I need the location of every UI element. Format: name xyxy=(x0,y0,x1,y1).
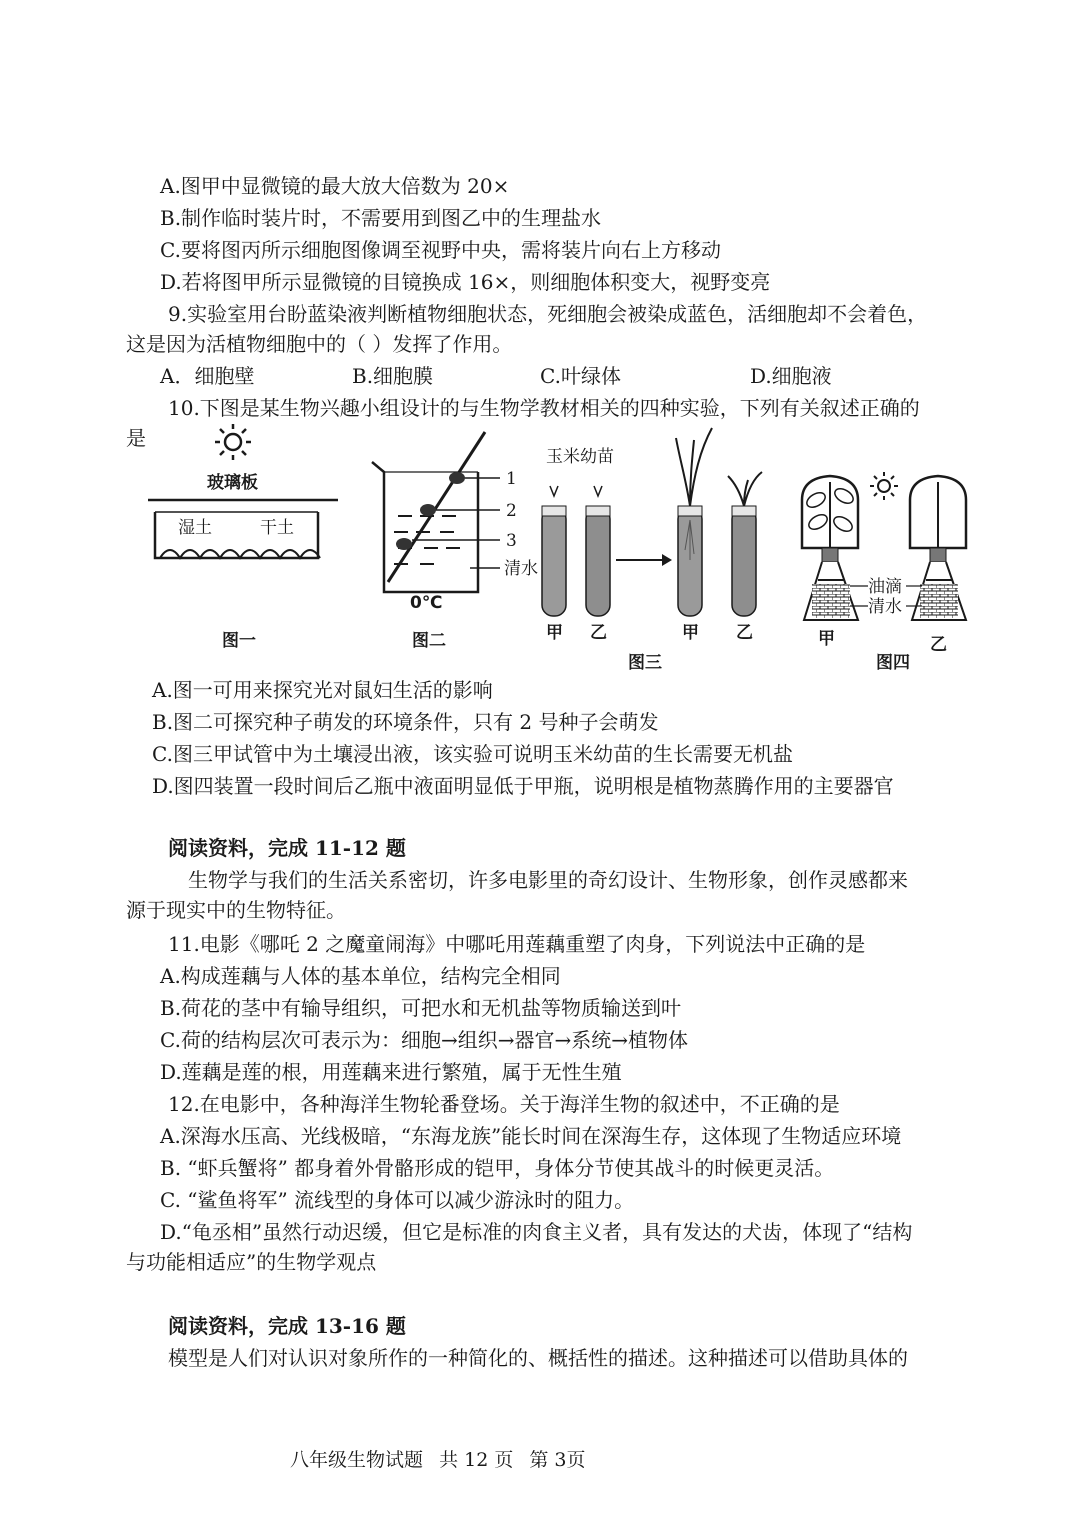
arrow-right-icon xyxy=(616,554,672,566)
reading-heading-2: 阅读资料，完成 13-16 题 xyxy=(168,1314,406,1338)
seed-label-1: 1 xyxy=(506,469,517,489)
oil-drop-label: 油滴 xyxy=(868,577,902,597)
reading-paragraph-1a: 生物学与我们的生活关系密切，许多电影里的奇幻设计、生物形象，创作灵感都来 xyxy=(188,868,908,892)
q11-stem: 11.电影《哪吒 2 之魔童闹海》中哪吒用莲藕重塑了肉身，下列说法中正确的是 xyxy=(168,932,866,956)
reading-heading-1: 阅读资料，完成 11-12 题 xyxy=(168,836,406,860)
test-tube-a-after xyxy=(676,428,712,616)
q9-option-b: B.细胞膜 xyxy=(352,364,434,388)
bottle-a xyxy=(802,476,858,620)
seed-label-3: 3 xyxy=(506,531,517,551)
q8-option-a: A.图甲中显微镜的最大放大倍数为 20× xyxy=(160,174,510,198)
figure-three xyxy=(542,428,762,673)
q11-option-c: C.荷的结构层次可表示为：细胞→组织→器官→系统→植物体 xyxy=(160,1028,688,1052)
temperature-label: 0℃ xyxy=(410,593,443,613)
water-label: 清水 xyxy=(504,559,538,579)
figure-four xyxy=(802,472,966,673)
figure-four-caption: 图四 xyxy=(876,653,910,673)
q8-option-d: D.若将图甲所示显微镜的目镜换成 16×，则细胞体积变大，视野变亮 xyxy=(160,270,771,294)
q12-option-c: C. “鲨鱼将军” 流线型的身体可以减少游泳时的阻力。 xyxy=(160,1188,635,1212)
tube-b-label: 乙 xyxy=(590,623,607,643)
tube-a-label: 甲 xyxy=(546,623,563,643)
figure-one-caption: 图一 xyxy=(222,631,256,651)
q9-option-a: A．细胞壁 xyxy=(160,364,255,388)
seedling-label: 玉米幼苗 xyxy=(546,447,614,467)
q10-option-d: D.图四装置一段时间后乙瓶中液面明显低于甲瓶，说明根是植物蒸腾作用的主要器官 xyxy=(152,774,894,798)
reading-paragraph-2a: 模型是人们对认识对象所作的一种简化的、概括性的描述。这种描述可以借助具体的 xyxy=(168,1346,908,1370)
q12-option-d: D.“龟丞相”虽然行动迟缓，但它是标准的肉食主义者，具有发达的犬齿，体现了“结构 xyxy=(160,1220,913,1244)
bottle-b-label: 乙 xyxy=(930,635,947,655)
q11-option-d: D.莲藕是莲的根，用莲藕来进行繁殖，属于无性生殖 xyxy=(160,1060,622,1084)
q12-option-b: B. “虾兵蟹将” 都身着外骨骼形成的铠甲，身体分节使其战斗的时候更灵活。 xyxy=(160,1156,835,1180)
figure-three-caption: 图三 xyxy=(628,653,662,673)
footer-title: 八年级生物试题 xyxy=(290,1449,424,1471)
wet-soil-label: 湿土 xyxy=(178,518,212,538)
sun-icon xyxy=(870,472,898,500)
figure-two-caption: 图二 xyxy=(412,631,446,651)
q9-stem-line2: 这是因为活植物细胞中的（ ）发挥了作用。 xyxy=(126,332,513,356)
figure-two xyxy=(372,432,538,651)
q11-option-a: A.构成莲藕与人体的基本单位，结构完全相同 xyxy=(160,964,561,988)
footer-total-pages: 共 12 页 xyxy=(439,1449,514,1471)
q10-stem-line2: 是 xyxy=(126,426,146,450)
q12-option-a: A.深海水压高、光线极暗，“东海龙族”能长时间在深海生存，这体现了生物适应环境 xyxy=(160,1124,902,1148)
q10-stem-line1: 10.下图是某生物兴趣小组设计的与生物学教材相关的四种实验，下列有关叙述正确的 xyxy=(168,396,920,420)
q10-figure xyxy=(0,420,1080,682)
q10-option-c: C.图三甲试管中为土壤浸出液，该实验可说明玉米幼苗的生长需要无机盐 xyxy=(152,742,793,766)
footer-page-number: 第 3页 xyxy=(529,1449,586,1471)
page-footer xyxy=(290,1445,596,1472)
bottle-b xyxy=(910,476,966,620)
q8-option-c: C.要将图丙所示细胞图像调至视野中央，需将装片向右上方移动 xyxy=(160,238,721,262)
sun-icon xyxy=(215,424,251,460)
tube-a-after-label: 甲 xyxy=(682,623,699,643)
figure-one xyxy=(148,424,338,651)
glass-board-label: 玻璃板 xyxy=(207,473,258,493)
tube-b-after-label: 乙 xyxy=(736,623,753,643)
bottle-a-label: 甲 xyxy=(818,629,835,649)
q8-option-b: B.制作临时装片时，不需要用到图乙中的生理盐水 xyxy=(160,206,602,230)
seed-label-2: 2 xyxy=(506,501,517,521)
q10-option-b: B.图二可探究种子萌发的环境条件，只有 2 号种子会萌发 xyxy=(152,710,659,734)
test-tube-b xyxy=(586,506,610,616)
q10-option-a: A.图一可用来探究光对鼠妇生活的影响 xyxy=(152,678,493,702)
q9-option-d: D.细胞液 xyxy=(750,364,832,388)
dry-soil-label: 干土 xyxy=(260,518,294,538)
reading-paragraph-1b: 源于现实中的生物特征。 xyxy=(126,898,346,922)
q9-stem-line1: 9.实验室用台盼蓝染液判断植物细胞状态，死细胞会被染成蓝色，活细胞却不会着色， xyxy=(168,302,928,326)
clear-water-label: 清水 xyxy=(868,597,902,617)
test-tube-b-after xyxy=(728,472,762,616)
test-tube-a xyxy=(542,506,566,616)
q11-option-b: B.荷花的茎中有输导组织，可把水和无机盐等物质输送到叶 xyxy=(160,996,682,1020)
q9-option-c: C.叶绿体 xyxy=(540,364,621,388)
q12-stem: 12.在电影中，各种海洋生物轮番登场。关于海洋生物的叙述中，不正确的是 xyxy=(168,1092,840,1116)
q12-option-d-continued: 与功能相适应”的生物学观点 xyxy=(126,1250,377,1274)
